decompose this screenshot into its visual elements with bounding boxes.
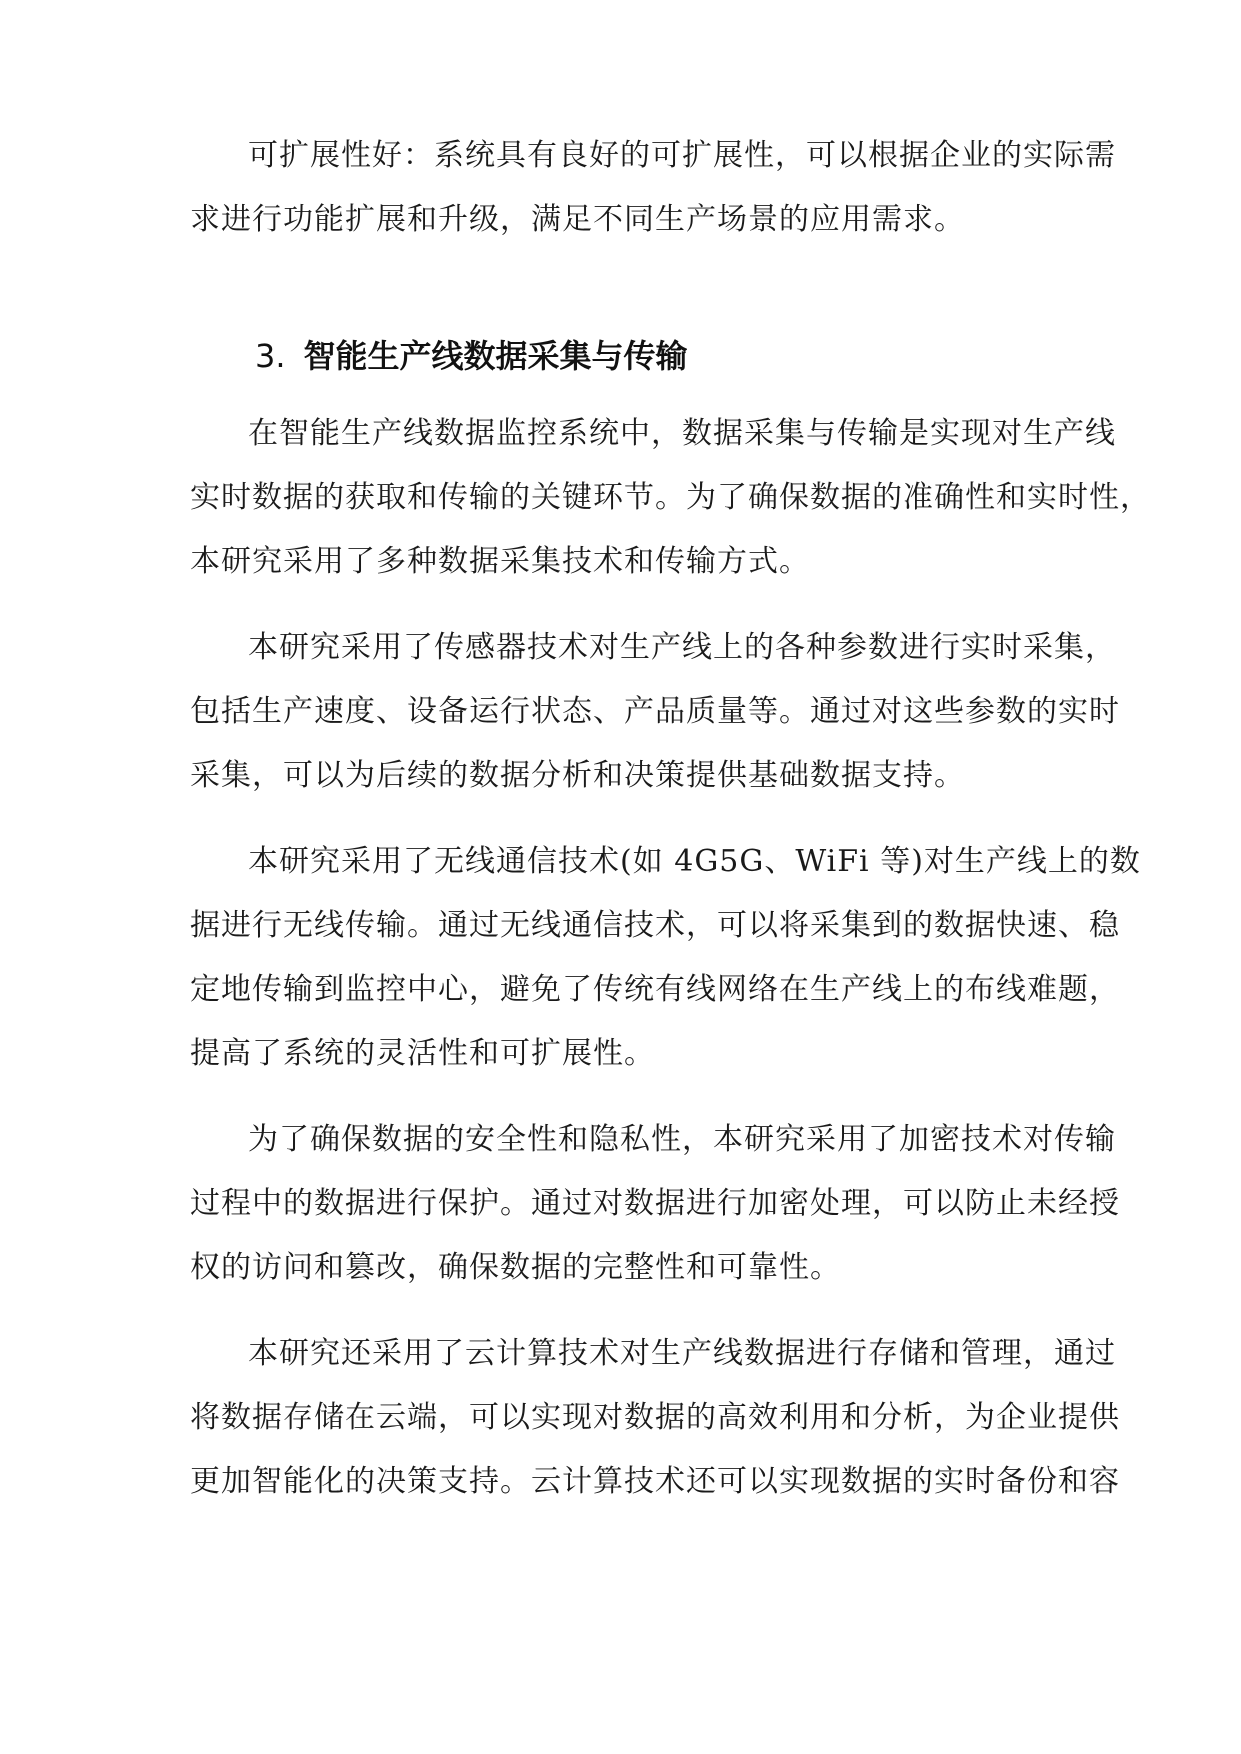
paragraph-line: 可扩展性好：系统具有良好的可扩展性，可以根据企业的实际需 [248, 138, 1116, 173]
paragraph-line: 本研究采用了无线通信技术(如 4G5G、WiFi 等)对生产线上的数 [248, 844, 1141, 879]
paragraph-line: 定地传输到监控中心，避免了传统有线网络在生产线上的布线难题， [190, 972, 1120, 1007]
paragraph-line: 求进行功能扩展和升级，满足不同生产场景的应用需求。 [190, 202, 965, 237]
paragraph-line: 本研究采用了多种数据采集技术和传输方式。 [190, 544, 810, 579]
paragraph-line: 包括生产速度、设备运行状态、产品质量等。通过对这些参数的实时 [190, 694, 1120, 729]
paragraph-line: 本研究还采用了云计算技术对生产线数据进行存储和管理，通过 [248, 1336, 1116, 1371]
paragraph-line: 过程中的数据进行保护。通过对数据进行加密处理，可以防止未经授 [190, 1186, 1120, 1221]
paragraph-line: 为了确保数据的安全性和隐私性，本研究采用了加密技术对传输 [248, 1122, 1116, 1157]
section-heading [255, 334, 688, 378]
section-number: 3. [255, 337, 286, 375]
paragraph-line: 在智能生产线数据监控系统中，数据采集与传输是实现对生产线 [248, 416, 1116, 451]
section-title: 智能生产线数据采集与传输 [303, 337, 688, 375]
paragraph-line: 更加智能化的决策支持。云计算技术还可以实现数据的实时备份和容 [190, 1464, 1120, 1499]
paragraph-line: 权的访问和篡改，确保数据的完整性和可靠性。 [190, 1250, 841, 1285]
paragraph-line: 将数据存储在云端，可以实现对数据的高效利用和分析，为企业提供 [190, 1400, 1120, 1435]
paragraph-line: 采集，可以为后续的数据分析和决策提供基础数据支持。 [190, 758, 965, 793]
paragraph-line: 本研究采用了传感器技术对生产线上的各种参数进行实时采集， [248, 630, 1116, 665]
paragraph-line: 提高了系统的灵活性和可扩展性。 [190, 1036, 655, 1071]
paragraph-line: 实时数据的获取和传输的关键环节。为了确保数据的准确性和实时性， [190, 480, 1151, 515]
paragraph-line: 据进行无线传输。通过无线通信技术，可以将采集到的数据快速、稳 [190, 908, 1120, 943]
